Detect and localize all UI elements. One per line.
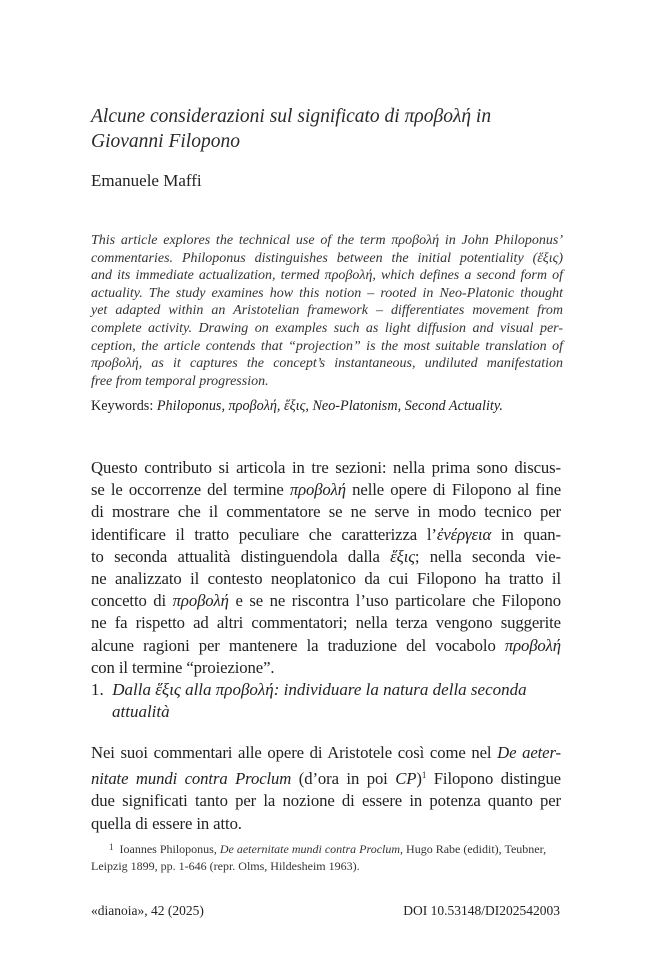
greek-term: ἐνέργεια: [436, 524, 492, 544]
intro-text: ; nella seconda vie-: [414, 546, 561, 566]
abstract-line: ception, the article contends that “projection” is the most suitable translation of: [91, 338, 563, 354]
body-paragraph: [91, 742, 561, 835]
article-title: [91, 104, 561, 154]
body-line: due significati tanto per la nozione di essere in potenza quanto per: [91, 791, 561, 811]
work-title: De aeter-: [497, 743, 561, 762]
footnote-line: [91, 839, 563, 858]
article-title-line: Alcune considerazioni sul significato di προβολή in: [91, 106, 492, 127]
abstract-line: actuality. The study examines how this notion – rooted in Neo-Platonic thought: [91, 285, 563, 301]
intro-text: identificare il tratto peculiare che caratterizza l’: [91, 524, 437, 544]
greek-term: προβολή: [172, 591, 229, 611]
section-number: 1.: [91, 680, 104, 699]
intro-text: alcune ragioni per mantenere la traduzione del vocabolo: [91, 635, 505, 655]
author-name: Emanuele Maffi: [91, 171, 202, 190]
footnote-line: Leipzig 1899, pp. 1-646 (repr. Olms, Hildesheim 1963).: [91, 859, 360, 873]
keywords-label: Keywords:: [91, 398, 154, 414]
intro-line: ne analizzato il contesto neoplatonico da cui Filopono ha tratto il: [91, 569, 561, 589]
abstract-line: and its immediate actualization, termed προβολή, which defines a second form of: [91, 268, 563, 284]
greek-term: προβολή: [289, 480, 346, 500]
section-heading: [91, 679, 563, 723]
intro-line: di mostrare che il commentatore se ne serve in modo tecnico per: [91, 502, 561, 522]
work-title: nitate mundi contra Proclum: [91, 769, 292, 789]
intro-text: e se ne riscontra l’uso particolare che Filopono: [228, 591, 561, 611]
footnote: [91, 839, 563, 875]
abstract: [91, 232, 563, 390]
footnote-number: 1: [109, 842, 114, 852]
intro-text: to seconda attualità distinguendola dalla: [91, 546, 391, 566]
body-line: quella di essere in atto.: [91, 813, 242, 833]
intro-text: nelle opere di Filopono al fine: [346, 480, 562, 500]
keywords: [91, 397, 563, 415]
article-title-line: Giovanni Filopono: [91, 131, 240, 152]
intro-text: concetto di: [91, 591, 173, 611]
footnote-text: , Hugo Rabe (edidit), Teubner,: [400, 842, 547, 856]
greek-term: ἕξις: [390, 546, 415, 566]
intro-paragraph: [91, 457, 561, 679]
intro-line: [91, 479, 561, 501]
section-heading-line: [91, 679, 563, 701]
abstract-line: yet adapted within an Aristotelian framework – differentiates movement from: [91, 303, 563, 319]
footnote-ref[interactable]: 1: [421, 770, 427, 781]
footnote-work-title: De aeternitate mundi contra Proclum: [219, 842, 401, 856]
body-text: (d’ora in poi: [291, 769, 396, 789]
section-title-continued: attualità: [112, 702, 170, 721]
abstract-line: This article explores the technical use of the term προβολή in John Philoponus’: [91, 233, 563, 248]
journal-citation: «dianoia», 42 (2025): [91, 903, 204, 918]
abstract-line: προβολή, as it captures the concept’s instantaneous, undiluted manifestation: [91, 356, 563, 372]
intro-line: [91, 524, 561, 546]
body-line: [91, 742, 561, 764]
abstract-line: commentaries. Philoponus distinguishes between the initial potentiality (ἕξις): [91, 250, 563, 266]
abbreviation: CP: [395, 769, 417, 789]
intro-line: con il termine “proiezione”.: [91, 657, 275, 677]
footnote-text: Ioannes Philoponus,: [119, 842, 220, 856]
body-text: Filopono distingue: [426, 769, 561, 789]
body-text: ): [416, 769, 422, 789]
abstract-line: complete activity. Drawing on examples such as light diffusion and visual per-: [91, 320, 563, 336]
doi-link[interactable]: DOI 10.53148/DI202542003: [403, 903, 560, 918]
intro-line: [91, 546, 561, 568]
intro-text: se le occorrenze del termine: [91, 480, 290, 500]
abstract-line: free from temporal progression.: [91, 373, 269, 389]
greek-term: προβολή: [504, 635, 561, 655]
intro-line: Questo contributo si articola in tre sezioni: nella prima sono discus-: [91, 458, 561, 477]
intro-line: [91, 590, 561, 612]
body-line: [91, 764, 561, 790]
keywords-value: Philoponus, προβολή, ἕξις, Neo-Platonism, Second Actuality.: [156, 398, 503, 414]
body-text: Nei suoi commentari alle opere di Aristotele così come nel: [91, 743, 498, 762]
intro-line: ne fa rispetto ad altri commentatori; nella terza vengono suggerite: [91, 613, 561, 633]
intro-text: in quan-: [491, 524, 561, 544]
section-title: Dalla ἕξις alla προβολή: individuare la natura della seconda: [112, 680, 527, 699]
intro-line: [91, 635, 561, 657]
